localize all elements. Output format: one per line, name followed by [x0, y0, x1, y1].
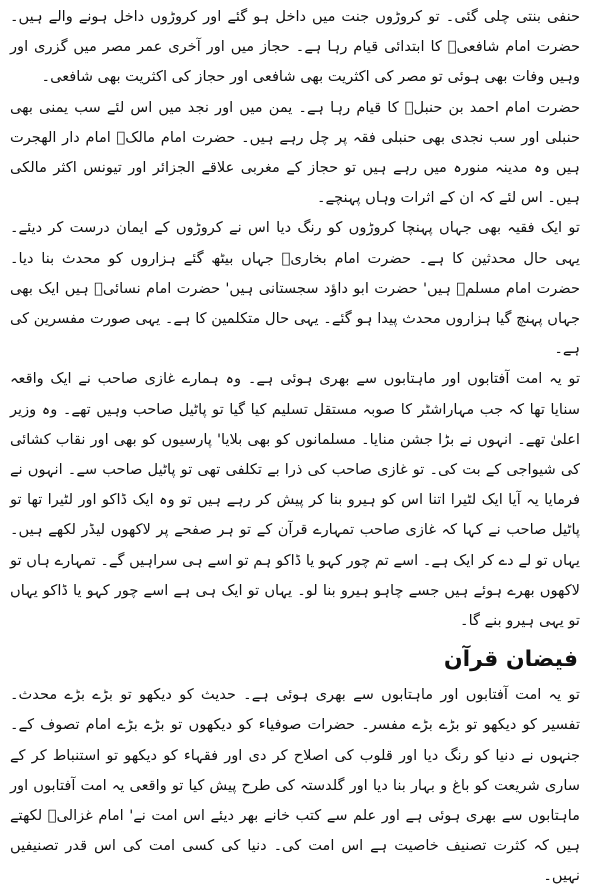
section-heading: فیضان قرآن: [443, 647, 578, 673]
paragraph-ghazi-sahib-story: تو یہ امت آفتابوں اور ماہتابوں سے بھری ہوئی ہے۔ وہ ہمارے غازی صاحب نے ایک واقعہ سنایا تھا کہ جب مہاراشٹر کا صوبہ مستقل تسلیم کیا گیا تو پاٹیل صاحب وہیں تھے۔ وہ وزیر اعلیٰ تھے۔ انہوں نے بڑا جشن منایا۔ مسلمانوں کو بھی بلایا' پارسیوں کو بھی اور نقاب کشائی کی شیواجی کے بت کی۔ تو غازی صاحب کی ذرا بے تکلفی تھی تو پاٹیل صاحب سے۔ انہوں نے فرمایا یہ آیا ایک لٹیرا اتنا اس کو ہیرو بنا کر پیش کر رہے ہیں تو وہ ایک ڈاکو اور لٹیرا تھا تو پاٹیل صاحب نے کہا کہ غازی صاحب تمہارے قرآن کے تو ہر صفحے پر لاکھوں لیڈر لکھے ہیں۔ یہاں تو لے دے کر ایک ہے۔ اسے تم چور کہو یا ڈاکو ہم تو اسے ہی سراہیں گے۔ تمہارے ہاں تو لاکھوں بھرے ہوئے ہیں جسے چاہو ہیرو بنا لو۔ یہاں تو ایک ہی ہے اسے چور کہو یا ڈاکو یہاں تو یہی ہیرو بنے گا۔: [10, 370, 580, 630]
paragraph-ummah-scholars: تو یہ امت آفتابوں اور ماہتابوں سے بھری ہوئی ہے۔ حدیث کو دیکھو تو بڑے بڑے محدث۔ تفسیر کو دیکھو تو بڑے بڑے مفسر۔ حضرات صوفیاء کو دیکھوں تو بڑے بڑے امام تصوف کے۔ جنہوں نے دنیا کو رنگ دیا اور قلوب کی اصلاح کر دی اور فقہاء کو دیکھو تو استنباط کر کے ساری شریعت کو باغ و بہار بنا دیا اور گلدستہ کی طرح پیش کیا تو واقعی یہ امت آفتابوں اور ماہتابوں سے بھری ہوئی ہے اور علم سے کتب خانے بھر دیئے اس امت نے' امام غزالیؒ لکھتے ہیں کہ کثرت تصنیف خاصیت ہے اس امت کی۔ دنیا کی کسی امت کی اس قدر تصنیفیں نہیں۔: [10, 686, 580, 885]
paragraph-muhaddithin: تو ایک فقیہ بھی جہاں پہنچا کروڑوں کو رنگ دیا اس نے کروڑوں کے ایمان درست کر دیئے۔ یہی حال محدثین کا ہے۔ حضرت امام بخاریؒ جہاں بیٹھ گئے ہزاروں کو محدث بنا دیا۔ حضرت امام مسلمؒ ہیں' حضرت ابو داؤد سجستانی ہیں' حضرت امام نسائیؒ ہیں ایک بھی جہاں پہنچ گیا ہزاروں محدث پیدا ہو گئے۔ یہی حال متکلمین کا ہے۔ یہی صورت مفسرین کی ہے۔: [10, 219, 580, 358]
paragraph-shafii: حنفی بنتی چلی گئی۔ تو کروڑوں جنت میں داخل ہو گئے اور کروڑوں داخل ہونے والے ہیں۔ حضرت امام شافعیؒ کا ابتدائی قیام رہا ہے۔ حجاز میں اور آخری عمر مصر میں گزری اور وہیں وفات بھی ہوئی تو مصر کی اکثریت بھی شافعی اور حجاز کی اکثریت بھی شافعی۔: [10, 8, 580, 86]
paragraph-hanbali-maliki: حضرت امام احمد بن حنبلؒ کا قیام رہا ہے۔ یمن میں اور نجد میں اس لئے سب یمنی بھی حنبلی اور سب نجدی بھی حنبلی فقہ پر چل رہے ہیں۔ حضرت امام مالکؒ امام دار الھجرت ہیں وہ مدینہ منورہ میں رہے ہیں تو حجاز کے مغربی علاقے الجزائر اور تیونس اکثر مالکی ہیں۔ اس لئے کہ ان کے اثرات وہاں پہنچے۔: [10, 98, 580, 207]
